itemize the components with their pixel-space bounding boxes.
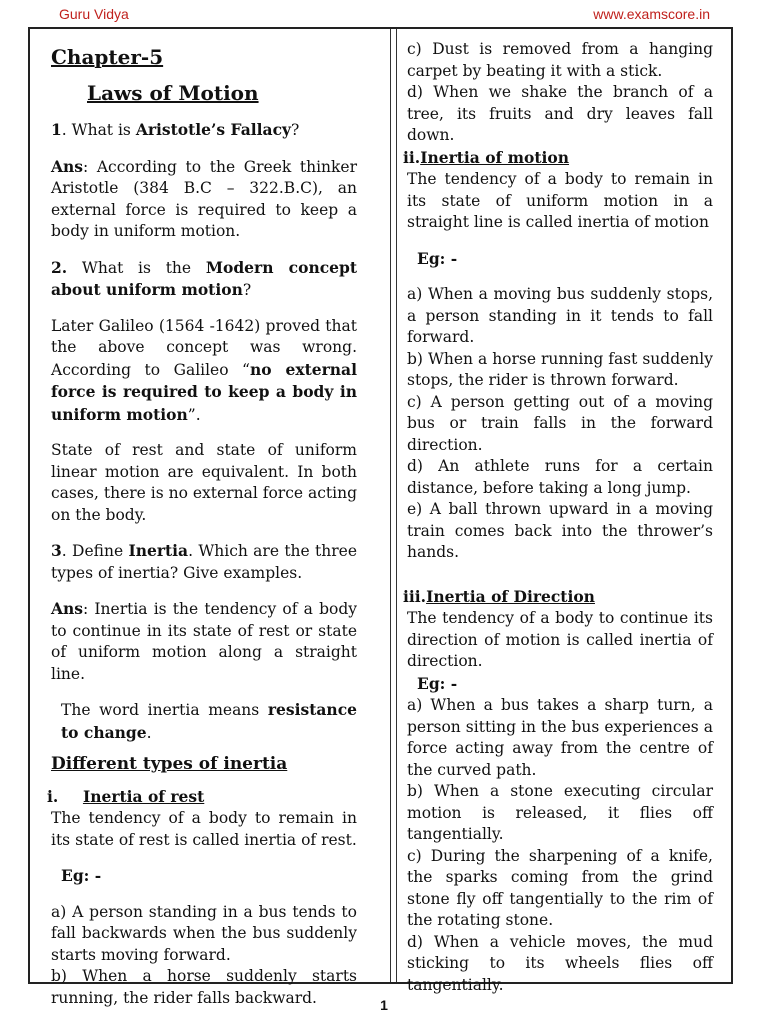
rest-example-c: c) Dust is removed from a hanging carpet by beating it with a stick. [407,40,713,80]
right-column [403,39,713,996]
eg-label: Eg: - [61,866,102,885]
page-frame [28,27,733,1007]
question-1: 1. What is Aristotle’s Fallacy? [51,120,300,139]
answer-1: Ans: According to the Greek thinker Aristotle (384 B.C – 322.B.C), an external force is required to keep a body in uniform motion. [51,156,357,240]
column-divider-inner [396,29,397,982]
chapter-number: Chapter-5 [51,45,164,69]
eg-label: Eg: - [417,673,458,693]
answer-3-continued: The word inertia means resistance to change. [61,700,357,742]
inertia-of-motion-definition: The tendency of a body to remain in its state of uniform motion in a straight line is called inertia of motion [407,170,713,231]
answer-2: Later Galileo (1564 -1642) proved that the above concept was wrong. According to Galileo “no external force is required to keep a body in uniform motion”. [51,316,357,424]
rest-example-b: b) When a horse suddenly starts running, the rider falls backward. [51,967,357,1007]
question-3: 3. Define Inertia. Which are the three types of inertia? Give examples. [51,541,357,582]
motion-example-d: d) An athlete runs for a certain distance, before taking a long jump. [407,457,713,497]
answer-3: Ans: Inertia is the tendency of a body to continue in its state of rest or state of uniform motion along a straight line. [51,599,357,683]
left-column [47,39,358,1009]
inertia-of-motion-heading: ii.Inertia of motion [403,147,570,167]
direction-example-c: c) During the sharpening of a knife, the sparks coming from the grind stone fly off tangentially to the rim of the rotating stone. [407,846,713,929]
header-url[interactable]: www.examscore.in [593,6,710,22]
inertia-of-rest-definition: The tendency of a body to remain in its state of rest is called inertia of rest. [51,809,357,849]
chapter-title: Laws of Motion [87,81,259,105]
motion-example-b: b) When a horse running fast suddenly stops, the rider is thrown forward. [407,349,713,389]
motion-example-a: a) When a moving bus suddenly stops, a person standing in it tends to fall forward. [407,285,713,346]
column-divider [390,29,391,982]
inertia-of-direction-definition: The tendency of a body to continue its direction of motion is called inertia of direction. [407,609,713,670]
header-site-name: Guru Vidya [59,6,129,22]
direction-example-b: b) When a stone executing circular motion is released, it flies off tangentially. [407,782,713,843]
inertia-of-rest-heading: i. Inertia of rest [47,786,205,806]
direction-example-a: a) When a bus takes a sharp turn, a person sitting in the bus experiences a force acting away from the centre of the curved path. [407,696,713,779]
inertia-of-direction-heading: iii.Inertia of Direction [403,586,595,606]
types-heading: Different types of inertia [51,754,288,774]
rest-example-d: d) When we shake the branch of a tree, its fruits and dry leaves fall down. [407,83,713,144]
answer-2-continued: State of rest and state of uniform linear motion are equivalent. In both cases, there is no external force acting on the body. [51,441,357,524]
rest-example-a: a) A person standing in a bus tends to fall backwards when the bus suddenly starts moving forward. [51,902,357,964]
page-number: 1 [380,997,388,1013]
eg-label: Eg: - [417,248,458,268]
question-2: 2. What is the Modern concept about uniform motion? [51,257,358,299]
motion-example-e: e) A ball thrown upward in a moving train comes back into the thrower’s hands. [407,500,713,561]
direction-example-d: d) When a vehicle moves, the mud sticking to its wheels flies off tangentially. [407,932,713,994]
motion-example-c: c) A person getting out of a moving bus or train falls in the forward direction. [407,392,713,454]
